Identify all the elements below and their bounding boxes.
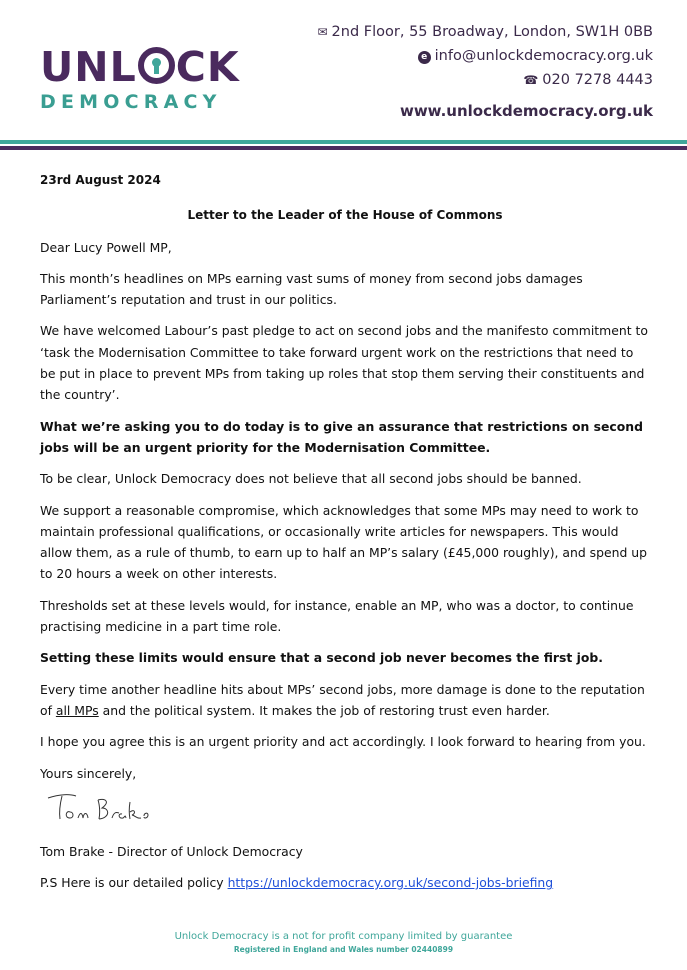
header-rule-purple (0, 146, 687, 150)
paragraph-5: We support a reasonable compromise, which acknowledges that some MPs may need to work to maintain professional qualifications, or occasionally write articles for newspapers. This would allow them, as a rule of thumb, to earn up to half an MP’s salary (£45,000 roughly), and spend up to 20 hours a week on other interests. (40, 502, 647, 582)
unlock-democracy-logo (40, 43, 240, 114)
paragraph-9: I hope you agree this is an urgent priority and act accordingly. I look forward to hearing from you. (40, 734, 646, 750)
paragraph-7-limits: Setting these limits would ensure that a second job never becomes the first job. (40, 650, 603, 666)
paragraph-8 (40, 679, 650, 722)
paragraph-4: To be clear, Unlock Democracy does not believe that all second jobs should be banned. (40, 471, 582, 487)
paragraph-3-ask: What we’re asking you to do today is to give an assurance that restrictions on second jobs will be an urgent priority for the Modernisation Committee. (40, 418, 643, 455)
contact-details (317, 20, 653, 126)
letter-subject: Letter to the Leader of the House of Commons (187, 208, 503, 223)
paragraph-1: This month’s headlines on MPs earning vast sums of money from second jobs damages Parliament’s reputation and trust in our politics. (40, 270, 583, 308)
email-link[interactable]: info@unlockdemocracy.org.uk (434, 48, 653, 64)
address-line (317, 20, 653, 44)
envelope-icon: ✉ (317, 25, 328, 39)
letter-body (40, 170, 650, 893)
footer-company-status: Unlock Democracy is a not for profit company limited by guarantee (174, 931, 513, 942)
logo-text-unl: UNL (40, 43, 137, 91)
phone-text: 020 7278 4443 (542, 72, 653, 88)
policy-link[interactable]: https://unlockdemocracy.org.uk/second-jobs-briefing (227, 875, 554, 891)
phone-line (317, 68, 653, 92)
paragraph-2: We have welcomed Labour’s past pledge to act on second jobs and the manifesto commitment to ‘task the Modernisation Committee to take forward urgent work on the restrictions that need to be put in place to prevent MPs from taking up roles that stop them serving their constituents and the country’. (40, 323, 648, 403)
signatory: Tom Brake - Director of Unlock Democracy (40, 843, 303, 859)
website-link[interactable]: www.unlockdemocracy.org.uk (399, 102, 653, 120)
paragraph-8-start: Every time another headline hits about MPs’ second jobs, more damage is done to the reputation of (40, 681, 645, 718)
postscript-text: P.S Here is our detailed policy (40, 875, 228, 891)
footer-registration: Registered in England and Wales number 02440899 (233, 945, 454, 954)
padlock-icon (138, 47, 175, 84)
logo-text-ck: CK (175, 43, 240, 91)
closing: Yours sincerely, (40, 765, 137, 781)
handwritten-signature (40, 788, 650, 828)
email-icon: e (418, 51, 431, 64)
paragraph-8-underlined: all MPs (55, 702, 99, 718)
letter-date: 23rd August 2024 (40, 173, 161, 187)
address-text: 2nd Floor, 55 Broadway, London, SW1H 0BB (331, 24, 653, 40)
phone-icon: ☎ (523, 73, 539, 87)
header-rule-teal (0, 140, 687, 144)
logo-wordmark-top (40, 43, 240, 91)
salutation: Dear Lucy Powell MP, (40, 239, 172, 255)
email-line (317, 44, 653, 68)
postscript (40, 872, 650, 893)
logo-wordmark-bottom: DEMOCRACY (40, 91, 222, 113)
paragraph-6: Thresholds set at these levels would, for instance, enable an MP, who was a doctor, to continue practising medicine in a part time role. (40, 597, 634, 635)
paragraph-8-end: and the political system. It makes the job of restoring trust even harder. (98, 702, 550, 718)
